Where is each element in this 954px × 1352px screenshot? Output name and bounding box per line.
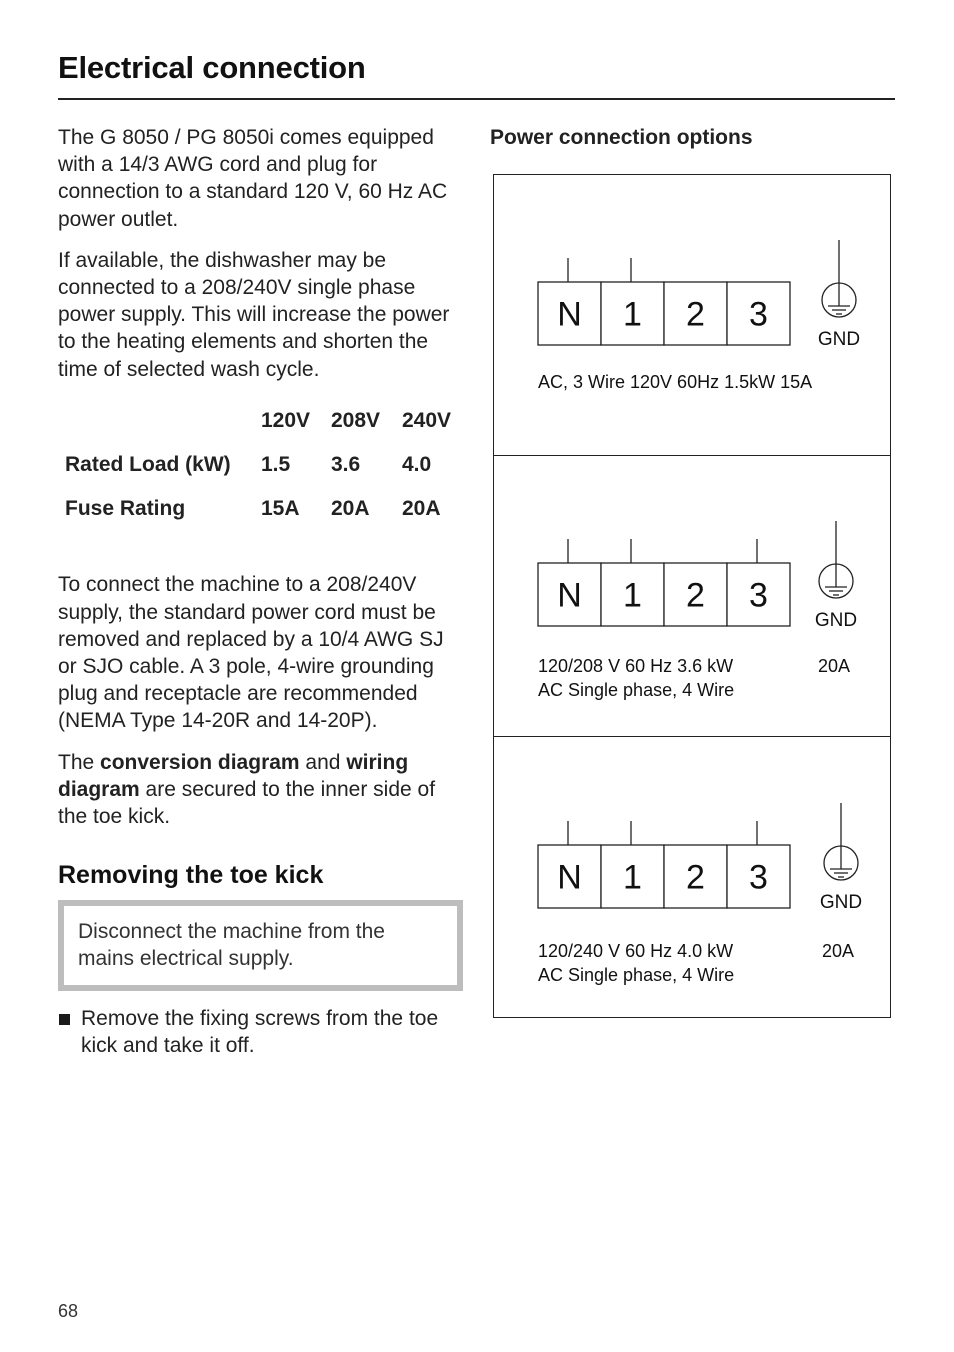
intro-paragraph-2: If available, the dishwasher may be connected to a 208/240V single phase power supply. This will increase the power to the heating elements and shorten the time of selected wash cycle. <box>58 248 450 381</box>
connection-phase-line: AC Single phase, 4 Wire <box>538 965 735 985</box>
terminal-label-3: 3 <box>749 858 768 897</box>
spec-table-header-208v: 208V <box>331 408 381 432</box>
terminal-label-3: 3 <box>749 295 768 334</box>
list-item <box>58 1005 463 1059</box>
page-title: Electrical connection <box>58 50 366 85</box>
conversion-diagram-term: conversion diagram <box>100 750 300 774</box>
terminal-label-2: 2 <box>686 576 705 615</box>
terminal-label-2: 2 <box>686 858 705 897</box>
terminal-label-1: 1 <box>623 858 642 897</box>
square-bullet-icon <box>59 1014 70 1025</box>
terminal-label-3: 3 <box>749 576 768 615</box>
ground-symbol-icon <box>819 521 853 598</box>
left-column <box>58 124 463 1059</box>
terminal-label-2: 2 <box>686 295 705 334</box>
diagram-panel-208v <box>494 455 890 737</box>
spec-table-cell: 15A <box>261 497 300 521</box>
spec-table-row-label: Fuse Rating <box>65 497 186 521</box>
spec-table-row-rated-load <box>58 451 462 495</box>
conversion-text: The <box>58 750 101 774</box>
conversion-paragraph-1: To connect the machine to a 208/240V supply, the standard power cord must be removed and replaced by a 10/4 AWG SJ or SJO cable. A 3 pole, 4-wire grounding plug and receptacle are recommended (NEMA Type 14-20R and 14-20P). <box>58 573 444 733</box>
terminal-label-1: 1 <box>623 576 642 615</box>
wiring-diagram-term: wiring diagram <box>58 750 409 801</box>
spec-table-cell: 20A <box>402 497 441 521</box>
title-divider <box>58 98 895 100</box>
fuse-rating-label: 20A <box>818 656 851 676</box>
connection-phase-line: AC Single phase, 4 Wire <box>538 680 735 700</box>
ground-symbol-icon <box>822 240 856 317</box>
terminal-label-N: N <box>557 858 582 897</box>
spec-table <box>58 407 462 540</box>
diagram-panel-120v <box>494 175 890 456</box>
warning-text: Disconnect the machine from the mains electrical supply. <box>78 920 385 971</box>
gnd-label: GND <box>814 610 858 631</box>
step-text: Remove the fixing screws from the toe kick and take it off. <box>81 1006 439 1057</box>
spec-table-header-120v: 120V <box>261 408 311 432</box>
gnd-label: GND <box>819 892 863 913</box>
connection-spec-line: 120/208 V 60 Hz 3.6 kW <box>538 656 734 676</box>
fuse-rating-label: 20A <box>822 941 855 961</box>
spec-table-header-row <box>58 407 462 451</box>
conversion-paragraph-2 <box>58 749 463 831</box>
page-number: 68 <box>58 1301 79 1321</box>
toe-kick-heading: Removing the toe kick <box>58 861 324 890</box>
spec-table-corner <box>58 407 261 451</box>
spec-table-cell: 4.0 <box>402 453 432 477</box>
connection-spec-line: AC, 3 Wire 120V 60Hz 1.5kW 15A <box>538 372 813 392</box>
terminal-label-N: N <box>557 295 582 334</box>
conversion-text: are secured to the inner side of the toe kick. <box>58 777 436 829</box>
warning-box <box>58 900 463 990</box>
spec-table-cell: 3.6 <box>331 453 361 477</box>
wiring-diagram-svg <box>494 175 890 456</box>
power-connection-diagram <box>493 174 891 1018</box>
spec-table-cell: 20A <box>331 497 370 521</box>
spec-table-header-240v: 240V <box>402 408 452 432</box>
diagram-panel-240v <box>494 736 890 1018</box>
spec-table-row-fuse-rating <box>58 495 462 539</box>
power-options-heading: Power connection options <box>490 126 753 149</box>
conversion-text: and <box>299 750 347 774</box>
connection-spec-line: 120/240 V 60 Hz 4.0 kW <box>538 941 734 961</box>
spec-table-row-label: Rated Load (kW) <box>65 453 231 477</box>
ground-symbol-icon <box>824 803 858 880</box>
intro-paragraph-1: The G 8050 / PG 8050i comes equipped with a 14/3 AWG cord and plug for connection to a standard 120 V, 60 Hz AC power outlet. <box>58 126 448 231</box>
terminal-label-1: 1 <box>623 295 642 334</box>
spec-table-cell: 1.5 <box>261 453 291 477</box>
terminal-label-N: N <box>557 576 582 615</box>
gnd-label: GND <box>817 329 861 350</box>
